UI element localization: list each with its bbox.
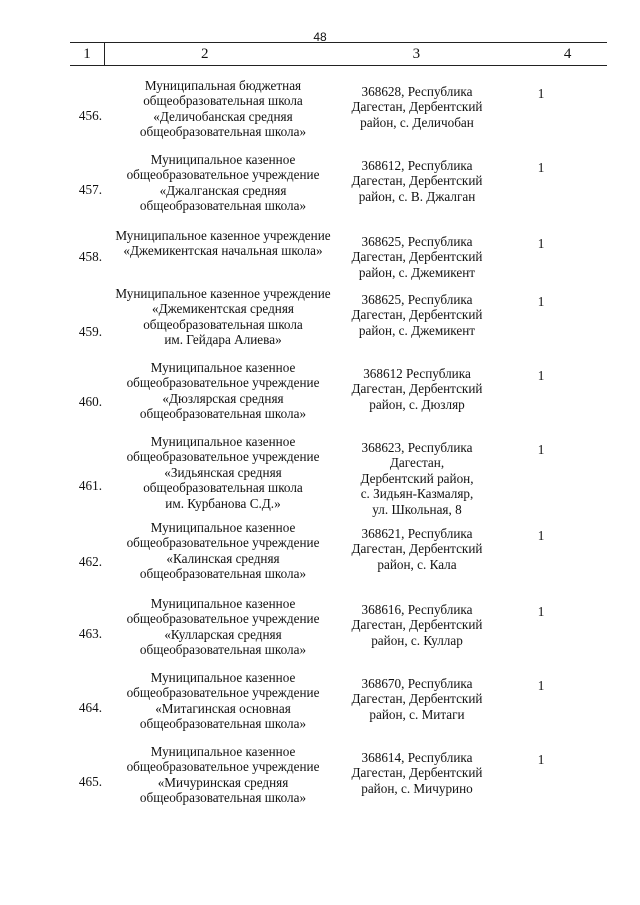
- address-line: Дагестан, Дербентский: [351, 765, 483, 781]
- row-number: 462.: [78, 554, 102, 569]
- row-quantity: 1: [537, 160, 545, 175]
- institution-name-line: общеобразовательная школа»: [139, 566, 307, 582]
- row-quantity: 1: [537, 752, 545, 767]
- address-line: с. Зидьян-Казмаляр,: [360, 486, 474, 502]
- institution-address: [338, 526, 496, 572]
- institution-name-line: «Кулларская средняя: [164, 626, 282, 642]
- institution-name: [108, 434, 338, 511]
- institution-name-line: общеобразовательная школа»: [139, 790, 307, 806]
- institution-name: [108, 228, 338, 259]
- address-line: Дагестан, Дербентский: [351, 307, 483, 323]
- institution-name-line: Муниципальное казенное: [150, 520, 296, 535]
- address-line: район, с. Джемикент: [358, 264, 476, 280]
- institution-name-line: «Мичуринская средняя: [157, 774, 289, 790]
- row-number: 460.: [78, 394, 102, 409]
- address-line: 368614, Республика: [361, 750, 473, 765]
- address-line: 368623, Республика: [361, 440, 473, 455]
- institution-name-line: общеобразовательное учреждение: [126, 535, 320, 551]
- institution-name-line: Муниципальная бюджетная: [144, 78, 302, 93]
- address-line: 368628, Республика: [361, 84, 473, 99]
- header-col-4: 4: [563, 45, 572, 62]
- institution-name: [108, 152, 338, 214]
- header-col-1: 1: [70, 43, 105, 65]
- address-line: Дагестан, Дербентский: [351, 173, 483, 189]
- header-col-3: 3: [412, 45, 421, 62]
- institution-name-line: общеобразовательное учреждение: [126, 167, 320, 183]
- institution-name-line: общеобразовательное учреждение: [126, 759, 320, 775]
- institution-name-line: общеобразовательное учреждение: [126, 685, 320, 701]
- institution-name-line: «Джемикентская начальная школа»: [123, 243, 323, 259]
- institution-name-line: «Джалганская средняя: [159, 182, 287, 198]
- institution-name-line: «Деличобанская средняя: [153, 108, 293, 124]
- institution-name-line: общеобразовательная школа»: [139, 716, 307, 732]
- institution-name-line: общеобразовательная школа: [143, 480, 303, 496]
- table-header: [70, 42, 607, 66]
- row-quantity: 1: [537, 86, 545, 101]
- institution-address: [338, 440, 496, 517]
- institution-address: [338, 234, 496, 280]
- institution-address: [338, 676, 496, 722]
- row-quantity: 1: [537, 236, 545, 251]
- institution-name: [108, 596, 338, 658]
- institution-address: [338, 84, 496, 130]
- address-line: район, с. В. Джалган: [358, 188, 476, 204]
- institution-name: [108, 360, 338, 422]
- institution-name-line: им. Курбанова С.Д.»: [165, 495, 281, 511]
- address-line: 368625, Республика: [361, 292, 473, 307]
- page-number: 48: [313, 30, 327, 44]
- address-line: район, с. Деличобан: [360, 114, 474, 130]
- institution-name-line: общеобразовательное учреждение: [126, 375, 320, 391]
- row-number: 458.: [78, 249, 102, 264]
- address-line: Дагестан, Дербентский: [351, 541, 483, 557]
- row-number: 465.: [78, 774, 102, 789]
- institution-name-line: общеобразовательная школа»: [139, 198, 307, 214]
- institution-name-line: Муниципальное казенное: [150, 596, 296, 611]
- institution-name-line: Муниципальное казенное: [150, 434, 296, 449]
- row-number: 463.: [78, 626, 102, 641]
- address-line: Дербентский район,: [360, 470, 474, 486]
- address-line: 368612, Республика: [361, 158, 473, 173]
- address-line: 368625, Республика: [361, 234, 473, 249]
- address-line: 368612 Республика: [363, 366, 471, 381]
- row-number: 459.: [78, 324, 102, 339]
- institution-name-line: Муниципальное казенное: [150, 670, 296, 685]
- institution-name-line: Муниципальное казенное: [150, 152, 296, 167]
- row-number: 461.: [78, 478, 102, 493]
- institution-name: [108, 286, 338, 348]
- institution-address: [338, 158, 496, 204]
- address-line: Дагестан, Дербентский: [351, 99, 483, 115]
- institution-name-line: Муниципальное казенное учреждение: [115, 286, 331, 301]
- row-quantity: 1: [537, 442, 545, 457]
- row-number: 456.: [78, 108, 102, 123]
- address-line: Дагестан, Дербентский: [351, 249, 483, 265]
- address-line: Дагестан,: [389, 455, 445, 471]
- institution-name-line: общеобразовательная школа: [143, 93, 303, 109]
- institution-address: [338, 750, 496, 796]
- row-quantity: 1: [537, 678, 545, 693]
- institution-name-line: Муниципальное казенное: [150, 744, 296, 759]
- row-quantity: 1: [537, 368, 545, 383]
- institution-name-line: Муниципальное казенное: [150, 360, 296, 375]
- address-line: Дагестан, Дербентский: [351, 617, 483, 633]
- institution-address: [338, 366, 496, 412]
- address-line: район, с. Мичурино: [361, 780, 473, 796]
- institution-name: [108, 670, 338, 732]
- institution-address: [338, 292, 496, 338]
- address-line: Дагестан, Дербентский: [351, 691, 483, 707]
- row-quantity: 1: [537, 604, 545, 619]
- institution-name: [108, 520, 338, 582]
- institution-name-line: общеобразовательная школа: [143, 316, 303, 332]
- institution-name-line: им. Гейдара Алиева»: [164, 332, 282, 348]
- institution-name-line: общеобразовательное учреждение: [126, 611, 320, 627]
- institution-name: [108, 78, 338, 140]
- institution-name-line: «Калинская средняя: [166, 550, 280, 566]
- address-line: район, с. Дюзляр: [369, 396, 465, 412]
- row-quantity: 1: [537, 294, 545, 309]
- institution-name: [108, 744, 338, 806]
- address-line: 368621, Республика: [361, 526, 473, 541]
- institution-name-line: общеобразовательная школа»: [139, 124, 307, 140]
- institution-name-line: общеобразовательное учреждение: [126, 449, 320, 465]
- institution-name-line: «Джемикентская средняя: [152, 301, 294, 317]
- institution-name-line: «Митагинская основная: [155, 700, 291, 716]
- address-line: район, с. Кала: [377, 556, 457, 572]
- institution-name-line: «Зидьянская средняя: [164, 464, 282, 480]
- row-quantity: 1: [537, 528, 545, 543]
- institution-address: [338, 602, 496, 648]
- address-line: 368616, Республика: [361, 602, 473, 617]
- address-line: район, с. Куллар: [371, 632, 463, 648]
- address-line: ул. Школьная, 8: [372, 501, 462, 517]
- address-line: район, с. Митаги: [369, 706, 465, 722]
- institution-name-line: общеобразовательная школа»: [139, 406, 307, 422]
- header-col-2: 2: [201, 45, 209, 62]
- institution-name-line: «Дюзлярская средняя: [162, 390, 284, 406]
- institution-name-line: общеобразовательная школа»: [139, 642, 307, 658]
- institution-name-line: Муниципальное казенное учреждение: [115, 228, 331, 243]
- address-line: 368670, Республика: [361, 676, 473, 691]
- row-number: 457.: [78, 182, 102, 197]
- address-line: Дагестан, Дербентский: [351, 381, 483, 397]
- address-line: район, с. Джемикент: [358, 322, 476, 338]
- row-number: 464.: [78, 700, 102, 715]
